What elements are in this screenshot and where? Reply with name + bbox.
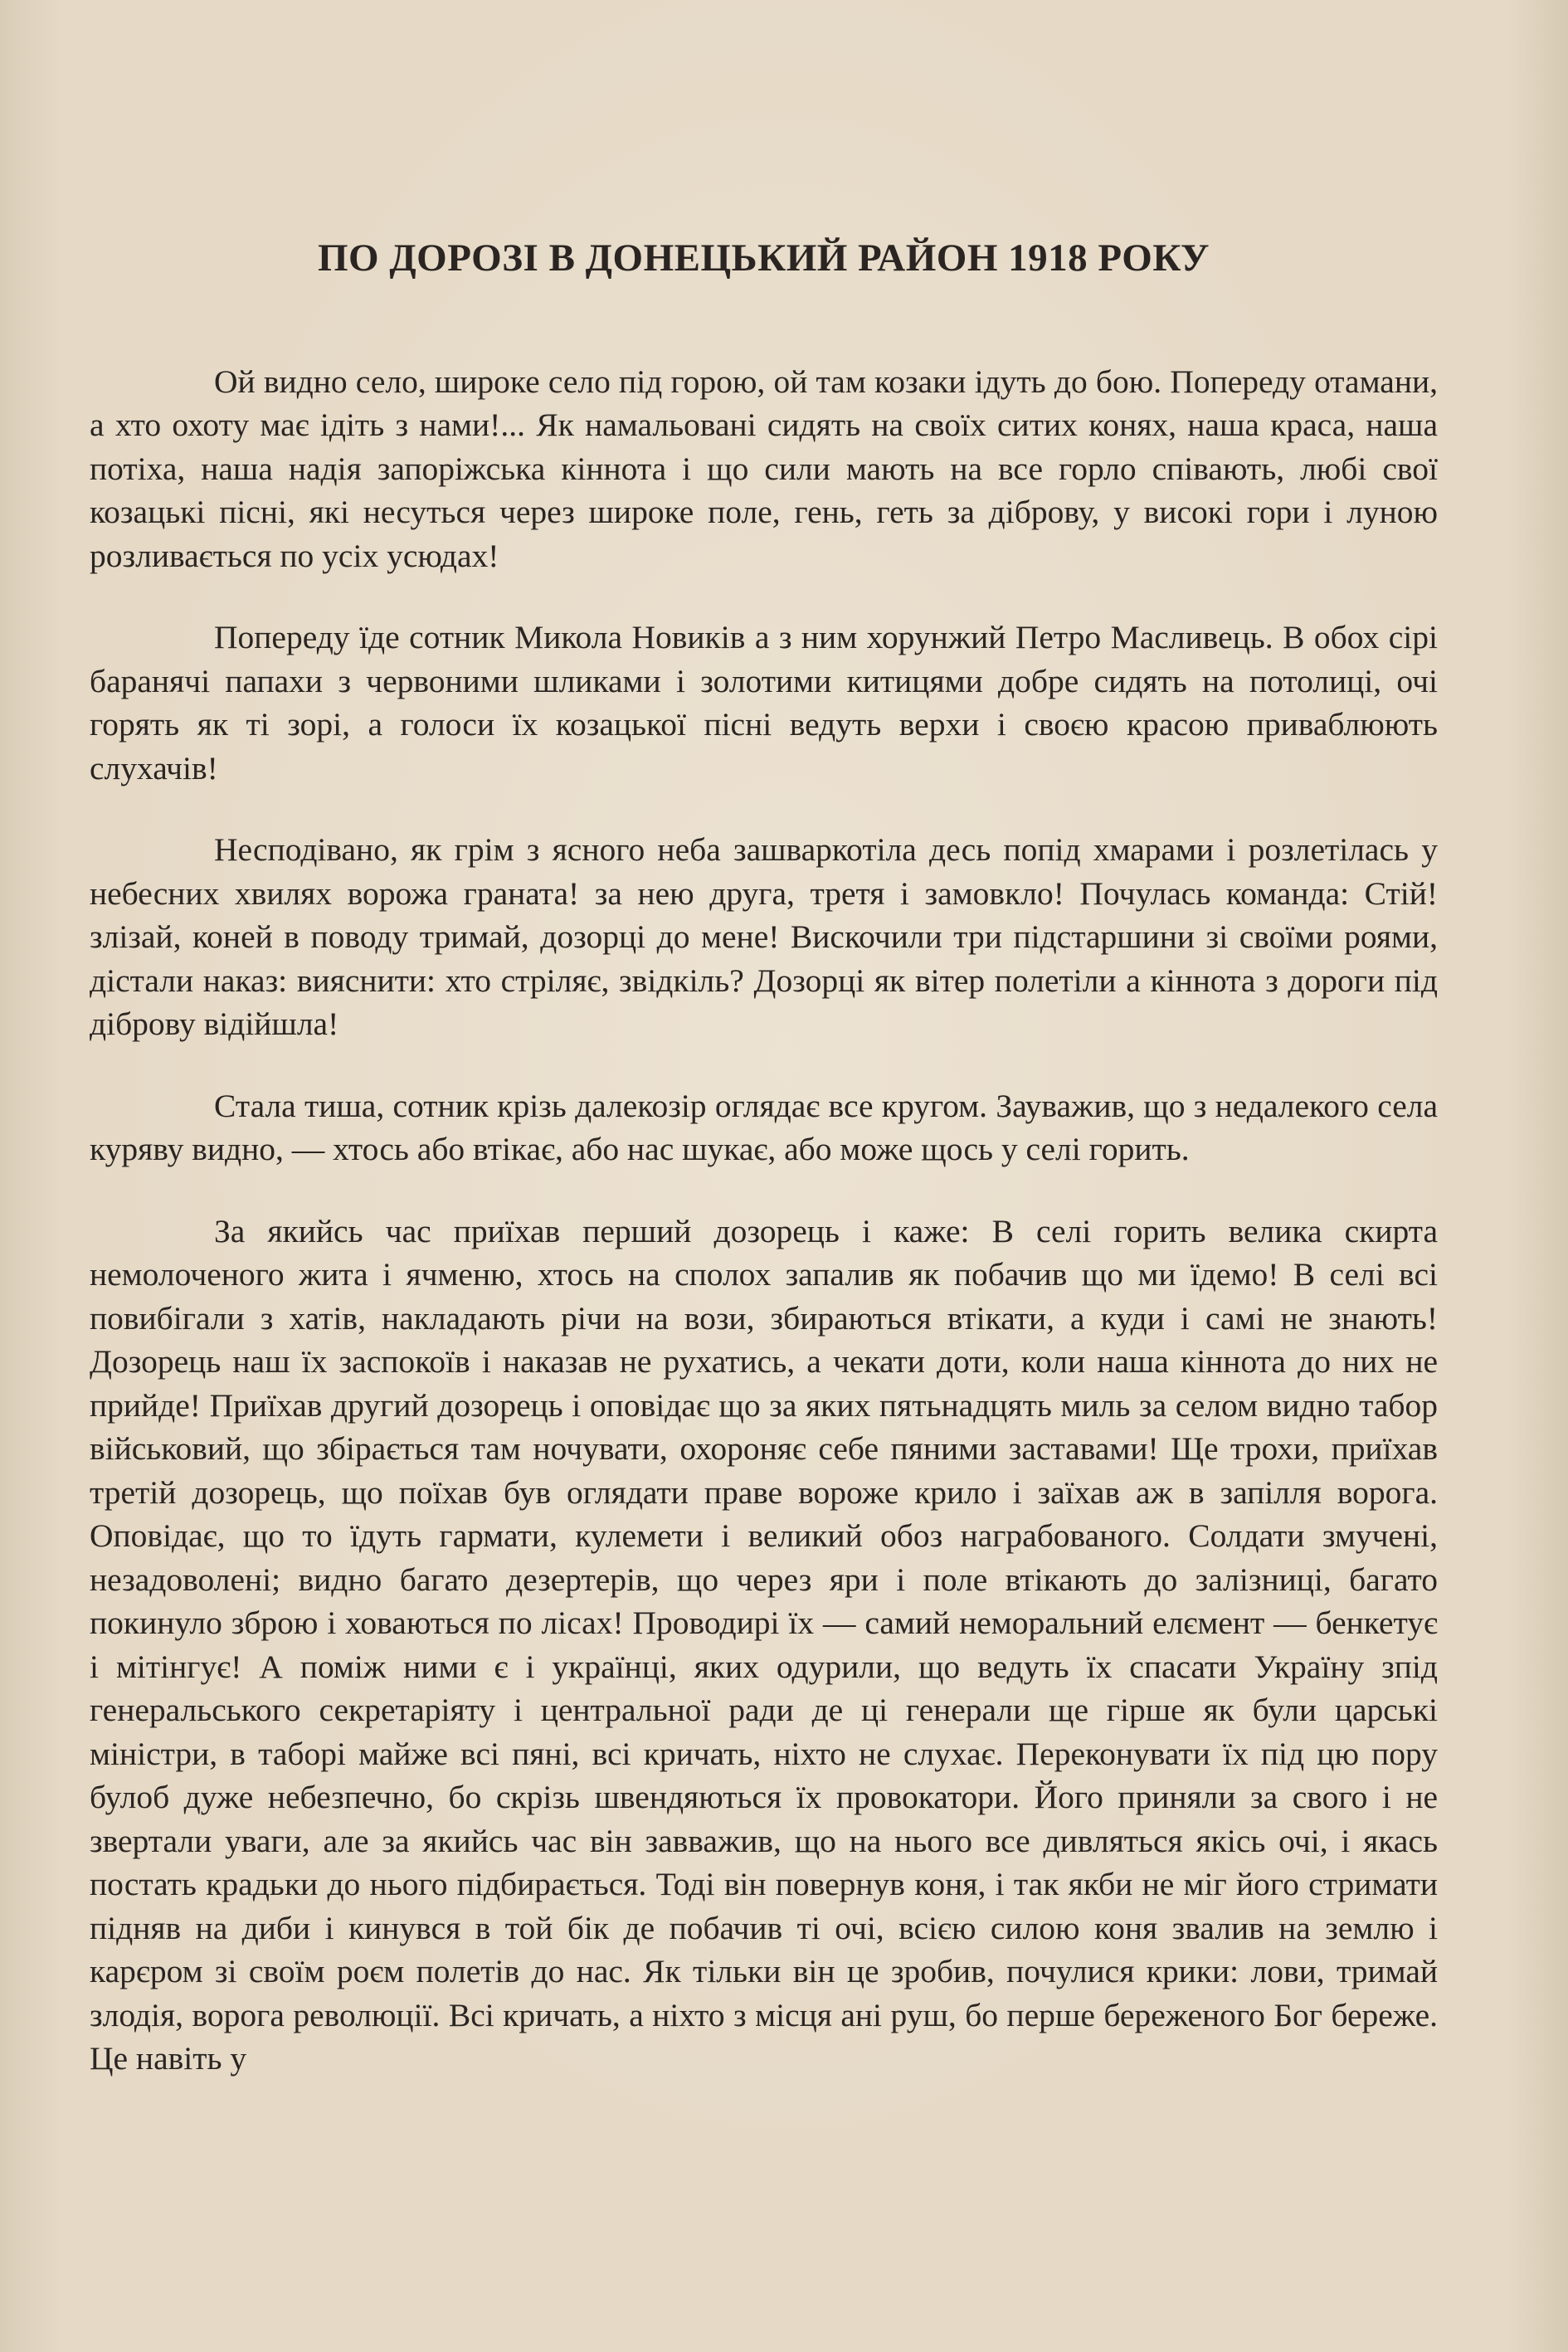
chapter-title: ПО ДОРОЗІ В ДОНЕЦЬКИЙ РАЙОН 1918 РОКУ: [317, 236, 1210, 280]
paragraph-5: За якийсь час приїхав перший дозорець і каже: В селі горить велика скирта немолоченого жита і ячменю, хтось на сполох запалив як побачив що ми їдемо! В селі всі повибігали з хатів, накладають річи на вози, збираються втікати, а куди і самі не знають! Дозорець наш їх заспокоїв і наказав не рухатись, а чекати доти, коли наша кіннота до них не прийде! Приїхав другий дозорець і оповідає що за яких пятьнадцять миль за селом видно табор військовий, що збірається там ночувати, охороняє себе пяними заставами! Ще трохи, приїхав третій дозорець, що поїхав був оглядати праве вороже крило і заїхав аж в запілля ворога. Оповідає, що то їдуть гармати, кулемети і великий обоз награбованого. Солдати змучені, незадоволені; видно багато дезертерів, що через яри і поле втікають до залізниці, багато покинуло зброю і ховаються по лісах! Проводирі їх — самий неморальний елємент — бенкетує і мітінгує! А поміж ними є і українці, яких одурили, що ведуть їх спасати Україну зпід генеральського секретаріяту і центральної ради де ці генерали ще гірше як були царські міністри, в таборі майже всі пяні, всі кричать, ніхто не слухає. Переконувати їх під цю пору булоб дуже небезпечно, бо скрізь швендяються їх провокатори. Його приняли за свого і не звертали уваги, але за якийсь час він завважив, що на нього все дивляться якісь очі, і якась постать крадьки до нього підбирається. Тоді він повернув коня, і так якби не міг його стримати підняв на диби і кинувся в той бік де побачив ті очі, всією силою коня звалив на землю і карєром зі своїм роєм полетів до нас. Як тільки він це зробив, почулися крики: лови, тримай злодія, ворога революції. Всі кричать, а ніхто з місця ані руш, бо перше береженого Бог береже. Це навіть у: [90, 1212, 1438, 2077]
paragraph-2: Попереду їде сотник Микола Новиків а з ним хорунжий Петро Масливець. В обох сірі баранячі папахи з червоними шликами і золотими китицями добре сидять на потолиці, очі горять як ті зорі, а голоси їх козацької пісні ведуть верхи і своєю красою приваблюють слухачів!: [90, 619, 1438, 786]
paragraph-1: Ой видно село, широке село під горою, ой там козаки ідуть до бою. Попереду отамани, а хто охоту має ідіть з нами!... Як намальовані сидять на своїх ситих конях, наша краса, наша потіха, наша надія запоріжська кіннота і що сили мають на все горло співають, любі свої козацькі пісні, які несуться через широке поле, гень, геть за діброву, у високі гори і луною розливається по усіх усюдах!: [90, 363, 1438, 574]
paragraph-3: Несподівано, як грім з ясного неба зашваркотіла десь попід хмарами і розлетілась у небесних хвилях ворожа граната! за нею друга, третя і замовкло! Почулась команда: Стій! злізай, коней в поводу тримай, дозорці до мене! Вискочили три підстаршини зі своїми роями, дістали наказ: вияснити: хто стріляє, звідкіль? Дозорці як вітер полетіли а кіннота з дороги під діброву відійшла!: [90, 831, 1438, 1043]
page-content: [90, 207, 1438, 2081]
paragraph-4: Стала тиша, сотник крізь далекозір оглядає все кругом. Зауважив, що з недалекого села куряву видно, — хтось або втікає, або нас шукає, або може щось у селі горить.: [90, 1087, 1438, 1168]
